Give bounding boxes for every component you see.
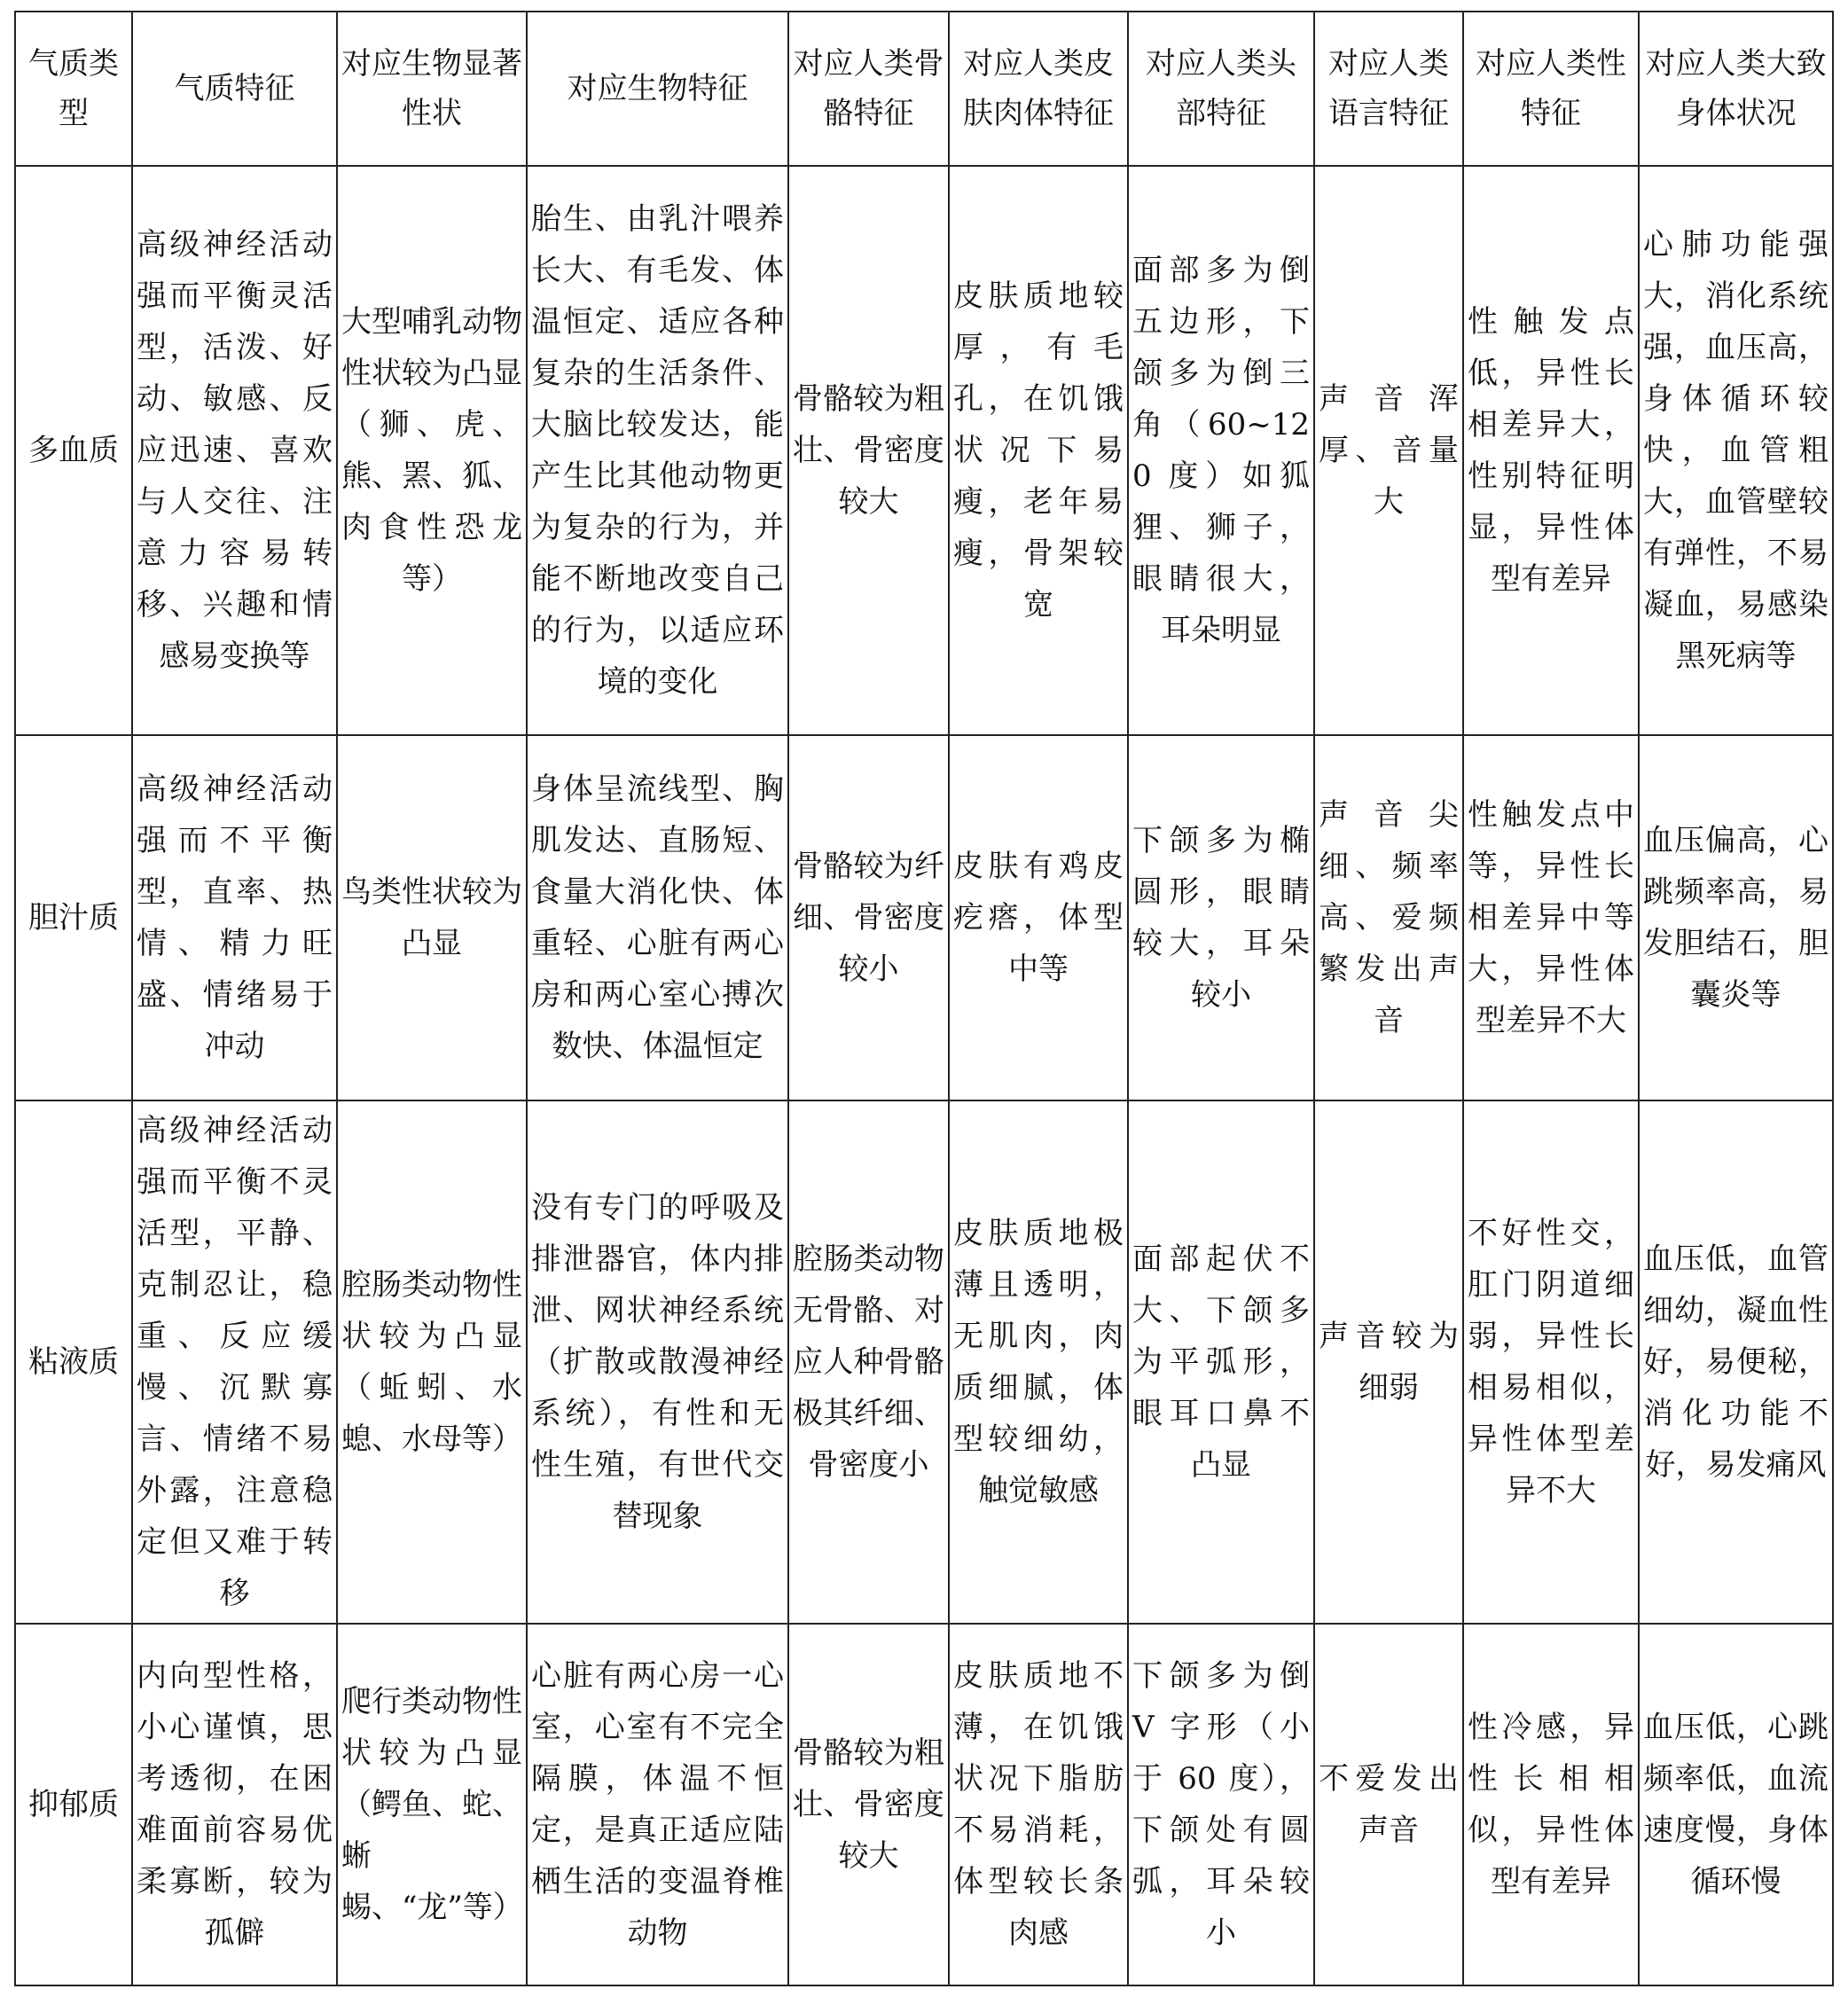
characteristics-table xyxy=(14,11,1834,1986)
header-biological-features: 对应生物特征 xyxy=(527,12,788,166)
header-bone-features: 对应人类骨骼特征 xyxy=(788,12,949,166)
header-head-features: 对应人类头部特征 xyxy=(1128,12,1314,166)
cell-biological-features: 身体呈流线型、胸肌发达、直肠短、食量大消化快、体重轻、心脏有两心房和两心室心搏次数快、体温恒定 xyxy=(527,735,788,1100)
cell-speech-features: 声音浑厚、音量大 xyxy=(1314,166,1463,735)
cell-temperament-type: 多血质 xyxy=(15,166,132,735)
cell-head-features: 面部多为倒五边形，下颌多为倒三角（60~120 度）如狐狸、狮子，眼睛很大，耳朵明显 xyxy=(1128,166,1314,735)
cell-temperament-type: 粘液质 xyxy=(15,1100,132,1624)
cell-speech-features: 不爱发出声音 xyxy=(1314,1624,1463,1985)
cell-sexual-features: 性触发点中等，异性长相差异中等大，异性体型差异不大 xyxy=(1463,735,1639,1100)
table-row xyxy=(15,166,1833,735)
header-row xyxy=(15,12,1833,166)
cell-biological-traits: 鸟类性状较为凸显 xyxy=(337,735,527,1100)
cell-skin-features: 皮肤质地不薄，在饥饿状况下脂肪不易消耗，体型较长条肉感 xyxy=(949,1624,1128,1985)
cell-body-condition: 血压低，心跳频率低，血流速度慢，身体循环慢 xyxy=(1639,1624,1833,1985)
cell-head-features: 下颌多为倒 V 字形（小于 60 度），下颌处有圆弧，耳朵较小 xyxy=(1128,1624,1314,1985)
cell-skin-features: 皮肤有鸡皮疙瘩，体型中等 xyxy=(949,735,1128,1100)
cell-biological-traits: 爬行类动物性状较为凸显（鳄鱼、蛇、蜥蜴、“龙”等） xyxy=(337,1624,527,1985)
cell-speech-features: 声音尖细、频率高、爱频繁发出声音 xyxy=(1314,735,1463,1100)
cell-body-condition: 血压偏高，心跳频率高，易发胆结石，胆囊炎等 xyxy=(1639,735,1833,1100)
cell-skin-features: 皮肤质地极薄且透明，无肌肉，肉质细腻，体型较细幼，触觉敏感 xyxy=(949,1100,1128,1624)
table-row xyxy=(15,1100,1833,1624)
cell-speech-features: 声音较为细弱 xyxy=(1314,1100,1463,1624)
header-temperament-type: 气质类型 xyxy=(15,12,132,166)
cell-body-condition: 心肺功能强大，消化系统强，血压高，身体循环较快，血管粗大，血管壁较有弹性，不易凝血，易感染黑死病等 xyxy=(1639,166,1833,735)
table-row xyxy=(15,735,1833,1100)
cell-temperament-traits: 高级神经活动强而不平衡型，直率、热情、精力旺盛、情绪易于冲动 xyxy=(132,735,337,1100)
header-speech-features: 对应人类语言特征 xyxy=(1314,12,1463,166)
cell-body-condition: 血压低，血管细幼，凝血性好，易便秘，消化功能不好，易发痛风 xyxy=(1639,1100,1833,1624)
cell-head-features: 下颌多为椭圆形，眼睛较大，耳朵较小 xyxy=(1128,735,1314,1100)
cell-bone-features: 腔肠类动物无骨骼、对应人种骨骼极其纤细、骨密度小 xyxy=(788,1100,949,1624)
cell-temperament-type: 抑郁质 xyxy=(15,1624,132,1985)
cell-temperament-type: 胆汁质 xyxy=(15,735,132,1100)
cell-temperament-traits: 高级神经活动强而平衡不灵活型，平静、克制忍让，稳重、反应缓慢、沉默寡言、情绪不易外露，注意稳定但又难于转移 xyxy=(132,1100,337,1624)
cell-bone-features: 骨骼较为纤细、骨密度较小 xyxy=(788,735,949,1100)
cell-temperament-traits: 高级神经活动强而平衡灵活型，活泼、好动、敏感、反应迅速、喜欢与人交往、注意力容易转移、兴趣和情感易变换等 xyxy=(132,166,337,735)
cell-head-features: 面部起伏不大、下颌多为平弧形，眼耳口鼻不凸显 xyxy=(1128,1100,1314,1624)
cell-biological-traits: 腔肠类动物性状较为凸显（蚯蚓、水螅、水母等） xyxy=(337,1100,527,1624)
cell-bone-features: 骨骼较为粗壮、骨密度较大 xyxy=(788,166,949,735)
table-row xyxy=(15,1624,1833,1985)
cell-sexual-features: 性冷感，异性长相相似，异性体型有差异 xyxy=(1463,1624,1639,1985)
cell-biological-features: 心脏有两心房一心室，心室有不完全隔膜，体温不恒定，是真正适应陆栖生活的变温脊椎动物 xyxy=(527,1624,788,1985)
cell-skin-features: 皮肤质地较厚，有毛孔，在饥饿状况下易瘦，老年易瘦，骨架较宽 xyxy=(949,166,1128,735)
cell-biological-features: 胎生、由乳汁喂养长大、有毛发、体温恒定、适应各种复杂的生活条件、大脑比较发达，能产生比其他动物更为复杂的行为，并能不断地改变自己的行为，以适应环境的变化 xyxy=(527,166,788,735)
header-temperament-traits: 气质特征 xyxy=(132,12,337,166)
header-skin-features: 对应人类皮肤肉体特征 xyxy=(949,12,1128,166)
cell-biological-features: 没有专门的呼吸及排泄器官，体内排泄、网状神经系统（扩散或散漫神经系统），有性和无性生殖，有世代交替现象 xyxy=(527,1100,788,1624)
cell-sexual-features: 不好性交，肛门阴道细弱，异性长相易相似，异性体型差异不大 xyxy=(1463,1100,1639,1624)
cell-temperament-traits: 内向型性格，小心谨慎，思考透彻，在困难面前容易优柔寡断，较为孤僻 xyxy=(132,1624,337,1985)
header-sexual-features: 对应人类性特征 xyxy=(1463,12,1639,166)
header-body-condition: 对应人类大致身体状况 xyxy=(1639,12,1833,166)
cell-biological-traits: 大型哺乳动物性状较为凸显（狮、虎、熊、罴、狐、肉食性恐龙等） xyxy=(337,166,527,735)
header-biological-traits: 对应生物显著性状 xyxy=(337,12,527,166)
cell-sexual-features: 性触发点低，异性长相差异大，性别特征明显，异性体型有差异 xyxy=(1463,166,1639,735)
cell-bone-features: 骨骼较为粗壮、骨密度较大 xyxy=(788,1624,949,1985)
